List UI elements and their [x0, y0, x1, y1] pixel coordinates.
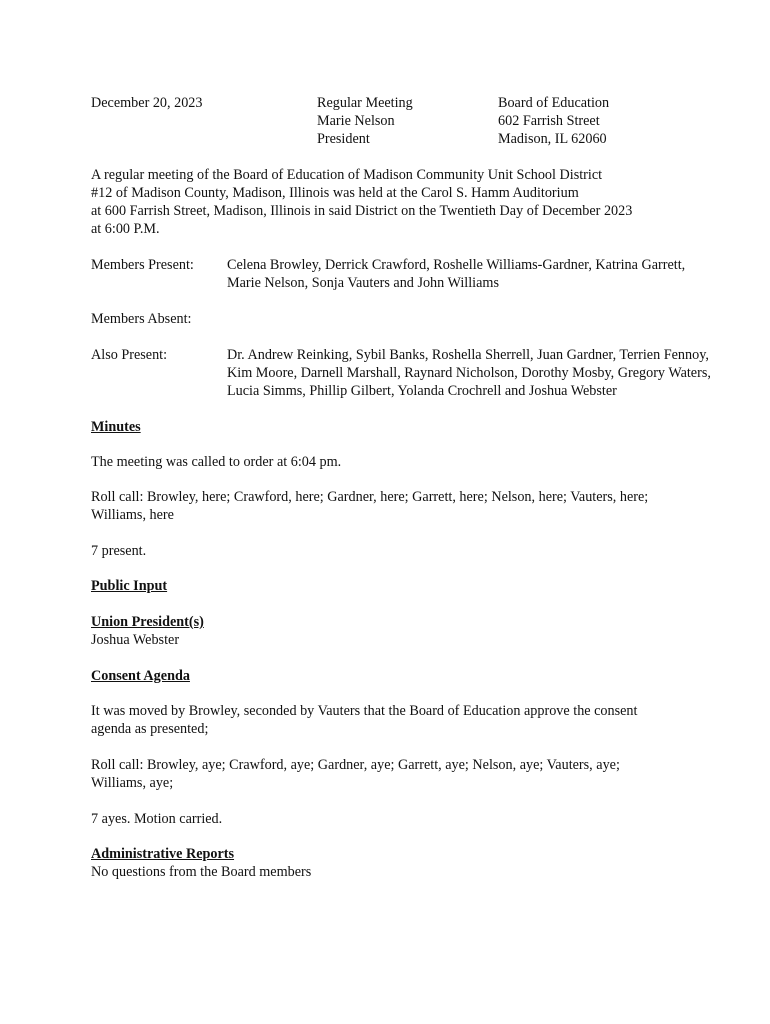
members-absent-row	[91, 310, 751, 328]
admin-reports-heading: Administrative Reports	[91, 846, 235, 862]
header-date-column	[91, 94, 203, 112]
union-president-name: Joshua Webster	[91, 632, 180, 648]
members-absent-list	[227, 310, 751, 328]
members-present-row	[91, 256, 751, 292]
consent-motion	[91, 702, 751, 738]
president-title: President	[317, 131, 370, 147]
members-present-label: Members Present:	[91, 257, 194, 273]
meeting-type: Regular Meeting	[317, 95, 413, 111]
roll-call-line: Williams, aye;	[91, 775, 174, 791]
intro-line: at 6:00 P.M.	[91, 221, 160, 237]
intro-line: A regular meeting of the Board of Education of Madison Community Unit School District	[91, 167, 603, 183]
meeting-date: December 20, 2023	[91, 95, 203, 111]
public-input-heading: Public Input	[91, 578, 168, 594]
minutes-roll-call	[91, 488, 751, 524]
consent-result: 7 ayes. Motion carried.	[91, 811, 223, 827]
roll-call-line: Roll call: Browley, aye; Crawford, aye; Gardner, aye; Garrett, aye; Nelson, aye; Vauters, aye;	[91, 757, 620, 773]
members-present-line: Marie Nelson, Sonja Vauters and John Williams	[227, 275, 499, 291]
consent-agenda-heading: Consent Agenda	[91, 668, 190, 684]
intro-line: at 600 Farrish Street, Madison, Illinois in said District on the Twentieth Day of December 2023	[91, 203, 633, 219]
also-present-line: Lucia Simms, Phillip Gilbert, Yolanda Crochrell and Joshua Webster	[227, 383, 617, 399]
consent-roll-call	[91, 756, 751, 792]
header-meeting-column	[317, 94, 413, 148]
present-count: 7 present.	[91, 543, 147, 559]
also-present-line: Kim Moore, Darnell Marshall, Raynard Nicholson, Dorothy Mosby, Gregory Waters,	[227, 365, 711, 381]
also-present-row	[91, 346, 751, 400]
admin-reports-text: No questions from the Board members	[91, 864, 312, 880]
roll-call-line: Williams, here	[91, 507, 174, 523]
also-present-label: Also Present:	[91, 347, 168, 363]
union-president-heading: Union President(s)	[91, 614, 204, 630]
minutes-heading: Minutes	[91, 419, 141, 435]
called-to-order-text: The meeting was called to order at 6:04 pm.	[91, 454, 342, 470]
intro-paragraph	[91, 166, 751, 238]
intro-line: #12 of Madison County, Madison, Illinois was held at the Carol S. Hamm Auditorium	[91, 185, 579, 201]
also-present-list	[227, 346, 751, 400]
motion-line: It was moved by Browley, seconded by Vauters that the Board of Education approve the consent	[91, 703, 638, 719]
members-absent-label: Members Absent:	[91, 311, 192, 327]
members-present-list	[227, 256, 751, 292]
also-present-line: Dr. Andrew Reinking, Sybil Banks, Roshella Sherrell, Juan Gardner, Terrien Fennoy,	[227, 347, 709, 363]
header-address-column	[498, 94, 609, 148]
org-city: Madison, IL 62060	[498, 131, 607, 147]
document-header	[91, 94, 751, 148]
org-street: 602 Farrish Street	[498, 113, 600, 129]
org-name: Board of Education	[498, 95, 610, 111]
minutes-document	[91, 94, 751, 881]
motion-line: agenda as presented;	[91, 721, 209, 737]
members-present-line: Celena Browley, Derrick Crawford, Roshelle Williams-Gardner, Katrina Garrett,	[227, 257, 686, 273]
roll-call-line: Roll call: Browley, here; Crawford, here; Gardner, here; Garrett, here; Nelson, here; Vauters, here;	[91, 489, 649, 505]
president-name: Marie Nelson	[317, 113, 395, 129]
